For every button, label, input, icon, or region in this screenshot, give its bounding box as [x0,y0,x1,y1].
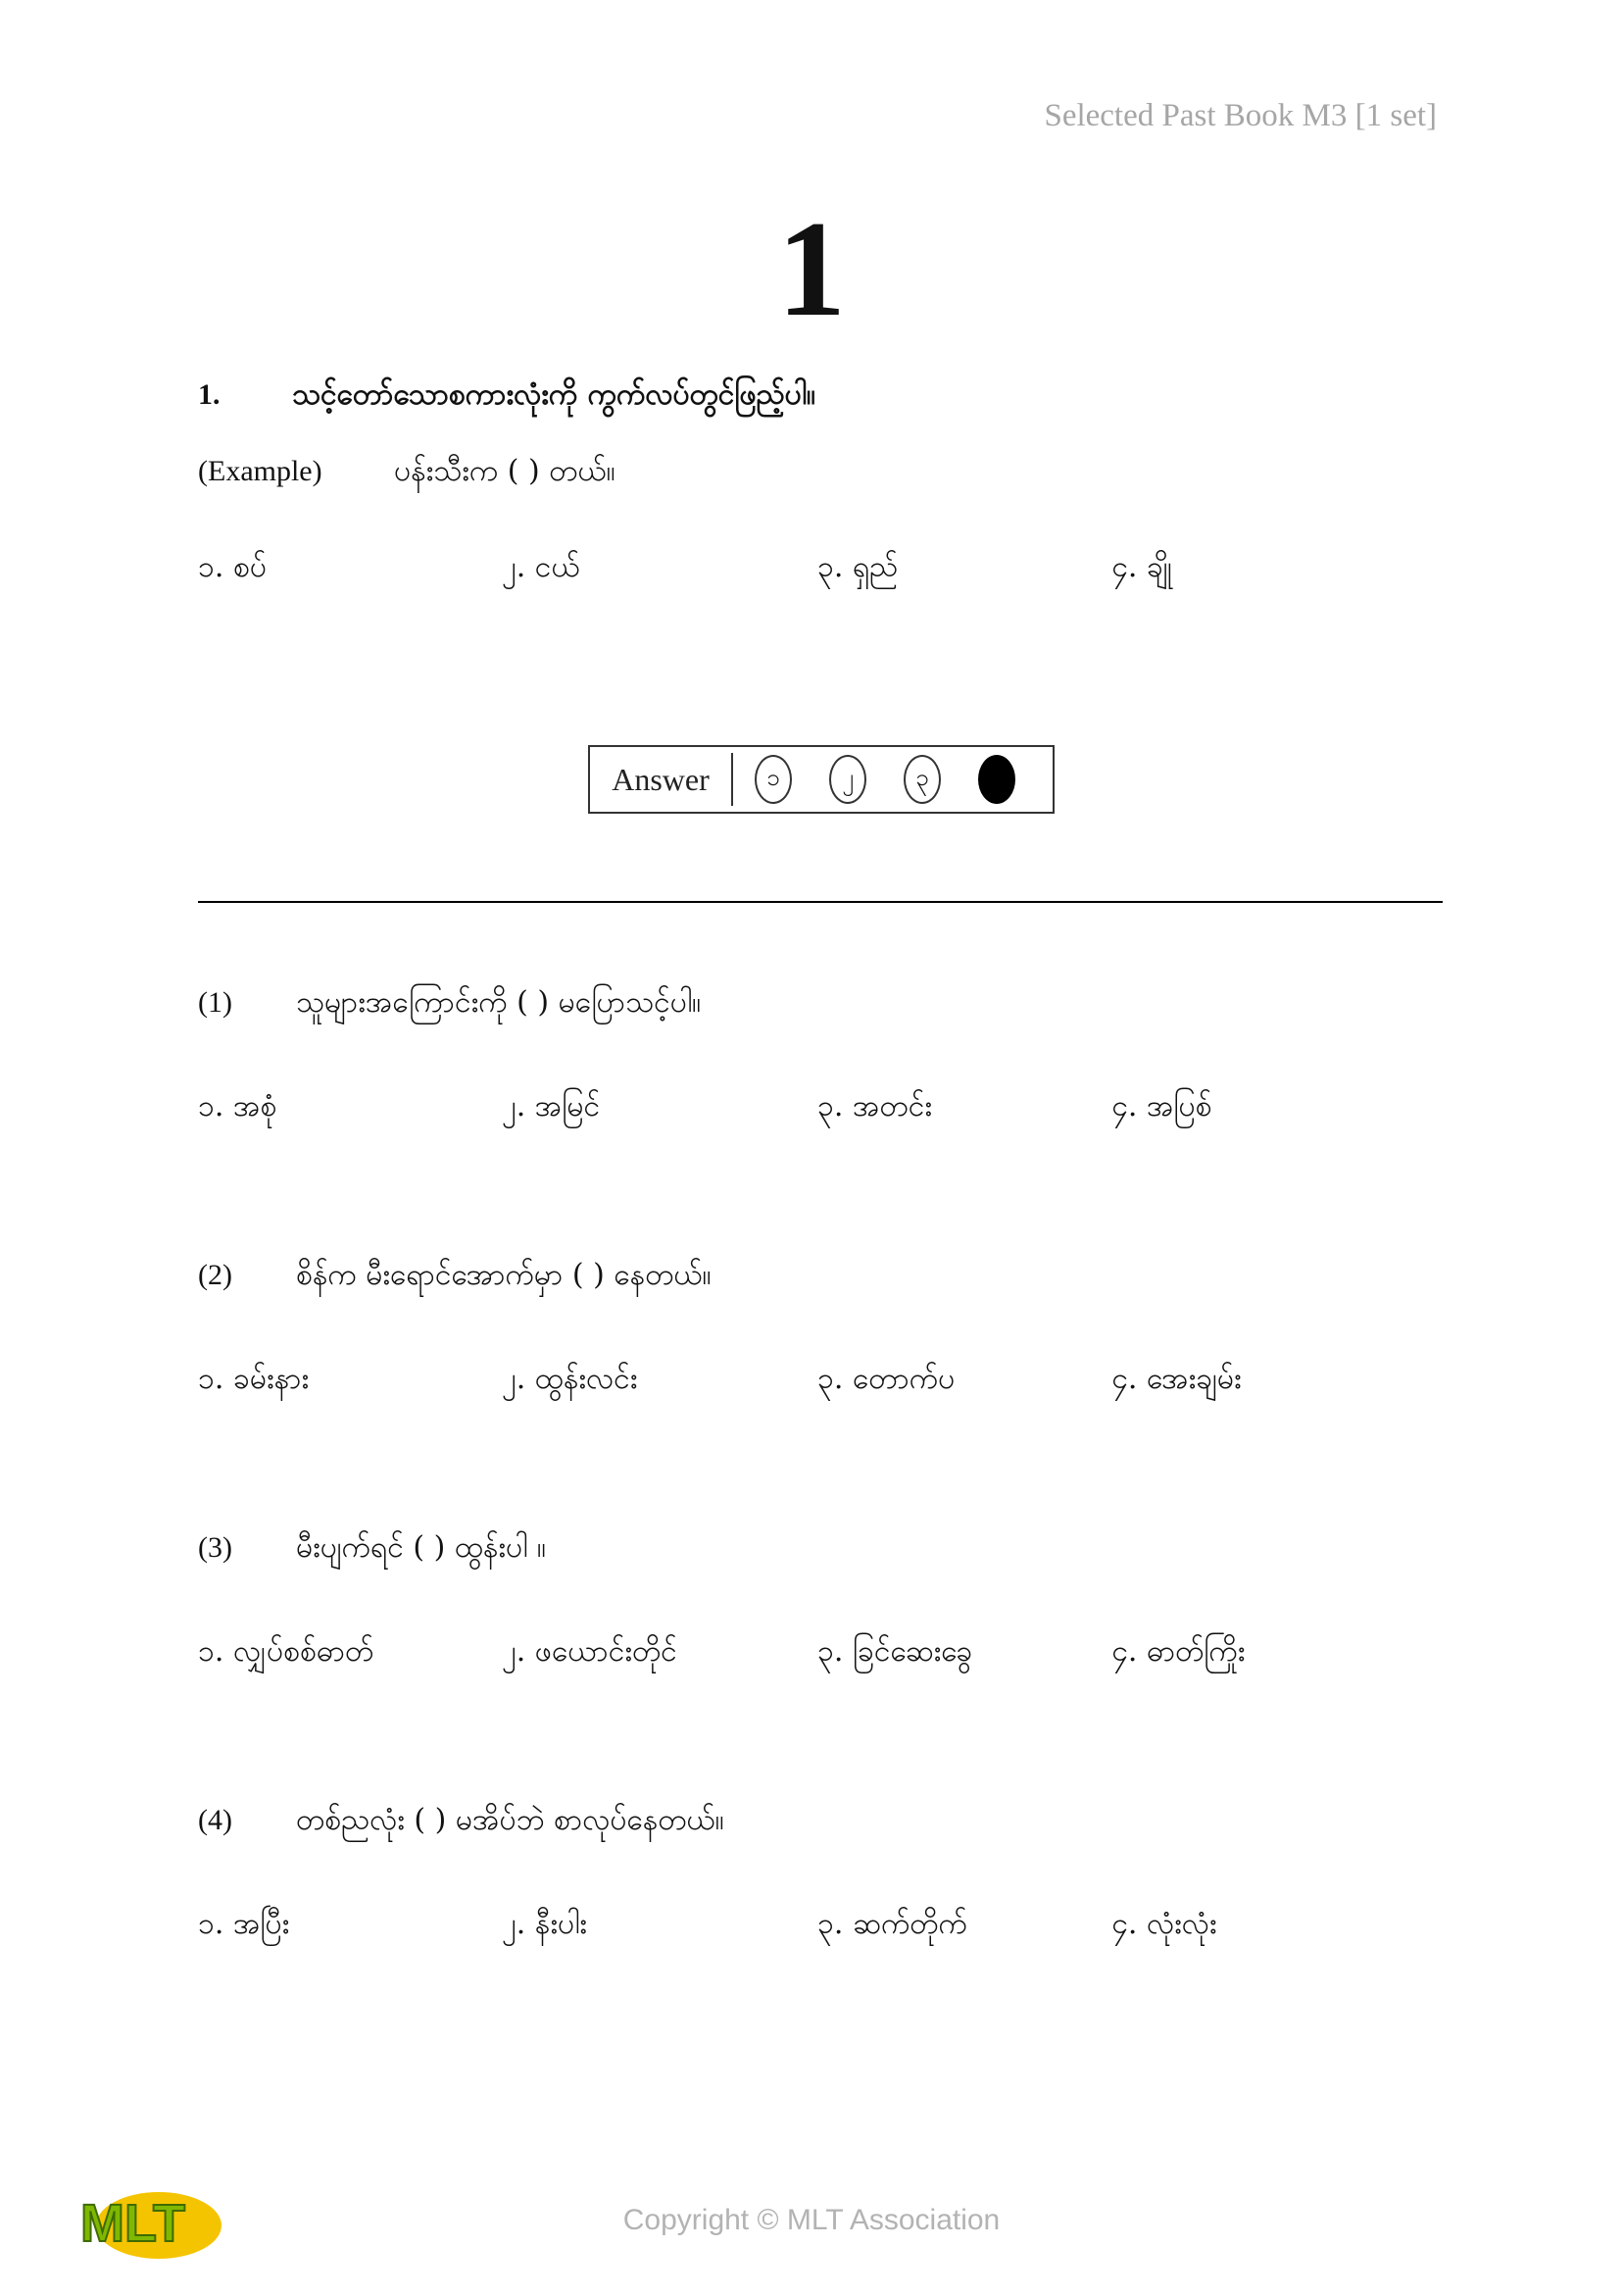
option-4: ၄. လုံးလုံး [1111,1907,1217,1941]
option-4: ၄. အပြစ် [1111,1089,1212,1123]
answer-box [588,745,1055,814]
question-4 [198,1800,724,1844]
option-4: ၄. ချို [1111,550,1172,584]
question-4-options [198,1904,1452,1951]
question-number: (4) [198,1804,232,1836]
question-3 [198,1527,546,1572]
answer-choice-4-selected[interactable] [978,755,1015,804]
instruction-text: သင့်တော်သောစကားလုံးကို ကွက်လပ်တွင်ဖြည့်ပါ။ [292,377,816,412]
divider [198,901,1443,903]
question-text: မီးပျက်ရင် ( ) ထွန်းပါ ။ [296,1530,546,1565]
question-1 [198,982,701,1026]
answer-label: Answer [590,753,733,806]
instruction [198,374,815,419]
option-3: ၃. တောက်ပ [817,1362,956,1396]
example-sentence-row [198,451,615,495]
option-2: ၂. ဖယောင်းတိုင် [502,1634,677,1669]
question-2-options [198,1359,1452,1406]
example-label: (Example) [198,455,322,487]
option-1: ၁. အစုံ [198,1089,277,1123]
question-number: (1) [198,986,232,1019]
logo-text: MLT [80,2194,185,2253]
header-title: Selected Past Book M3 [1 set] [1044,98,1437,133]
option-2: ၂. ထွန်းလင်း [502,1362,638,1396]
question-number: (2) [198,1259,232,1291]
copyright: Copyright © MLT Association [622,2204,1001,2236]
option-1: ၁. ခမ်းနား [198,1362,310,1396]
option-3: ၃. ရှည် [817,550,899,584]
question-number: (3) [198,1531,232,1564]
option-1: ၁. စပ် [198,550,267,584]
question-1-options [198,1086,1452,1133]
example-options [198,547,1452,594]
option-3: ၃. ခြင်ဆေးခွေ [817,1634,973,1669]
section-number: 1 [777,193,846,345]
answer-choice-2[interactable]: ၂ [829,755,866,804]
answer-choice-1[interactable]: ၁ [755,755,792,804]
option-4: ၄. အေးချမ်း [1111,1362,1242,1396]
option-2: ၂. အမြင် [502,1089,601,1123]
answer-choice-3[interactable]: ၃ [904,755,941,804]
option-3: ၃. ဆက်တိုက် [817,1907,967,1941]
option-2: ၂. ငယ် [502,550,580,584]
example-sentence: ပန်းသီးက ( ) တယ်။ [394,454,615,488]
question-text: သူများအကြောင်းကို ( ) မပြောသင့်ပါ။ [296,985,702,1020]
instruction-number: 1. [198,378,221,411]
option-1: ၁. အပြီး [198,1907,290,1941]
option-4: ၄. ဓာတ်ကြိုး [1111,1634,1246,1669]
option-2: ၂. နီးပါး [502,1907,587,1941]
question-text: စိန်က မီးရောင်အောက်မှာ ( ) နေတယ်။ [296,1258,712,1292]
question-2 [198,1255,712,1299]
question-3-options [198,1631,1452,1678]
question-text: တစ်ညလုံး ( ) မအိပ်ဘဲ စာလုပ်နေတယ်။ [296,1803,724,1837]
option-1: ၁. လျှပ်စစ်ဓာတ် [198,1634,374,1669]
option-3: ၃. အတင်း [817,1089,932,1123]
